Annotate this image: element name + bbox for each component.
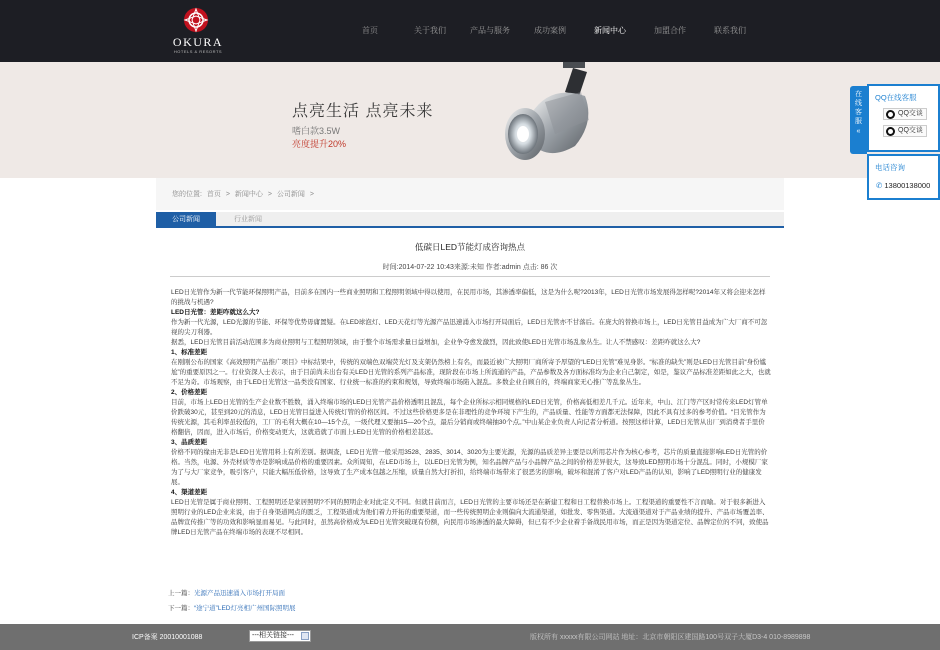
related-links-select[interactable] [249,630,311,642]
nav-join[interactable]: 加盟合作 [654,26,686,35]
nav-home[interactable]: 首页 [362,26,378,35]
chevron-down-icon[interactable] [301,632,309,640]
nav-cases[interactable]: 成功案例 [534,26,566,35]
breadcrumb-sep: > [267,191,272,198]
hero-banner [0,62,940,178]
nav-news[interactable]: 新闻中心 [594,26,626,35]
service-toggle-tab[interactable] [850,86,867,154]
phone-number [869,173,938,190]
qq-service-box [867,84,940,152]
site-header [0,0,940,62]
article-heading: 1、标准差距 [171,349,208,356]
article-paragraph: LED日光管作为新一代节能环保照明产品，目前多在国内一些商业照明和工程照明领域中得以使用，在民用市场，其渗透率偏低，这是为什么呢?2013年，LED日光管市场发展得怎样呢?2014年又将会迎来怎样的挑战与机遇? [171,289,766,306]
service-tab-label: 在线客服 [855,91,862,125]
nav-about[interactable]: 关于我们 [414,26,446,35]
breadcrumb-bar [156,178,784,210]
next-article-link[interactable]: “途宁道”LED灯亮相广州国际照明展 [194,605,296,612]
online-service-widget [850,84,940,200]
qq-chat-label: QQ交谈 [898,127,923,134]
prev-label: 上一篇： [168,590,194,597]
article-heading: 3、品质差距 [171,439,208,446]
banner-subtitle: 嗜白款3.5W [292,126,341,136]
breadcrumb-home[interactable]: 首页 [206,191,221,198]
breadcrumb-prefix: 您的位置: [172,191,202,198]
news-tabs [156,212,784,228]
qq-service-title: QQ在线客服 [875,93,917,102]
banner-title: 点亮生活 点亮未来 [292,103,434,120]
breadcrumb-sep: > [309,191,314,198]
article-paragraph: 价格不同的缘由无非是LED日光管用料上有所差别。据调查，LED日光管一般采用3528、2835、3014、3020为主要光源，光源的品质差异主要是以所用芯片作为核心参考，芯片的质量直接影响LED日光管的价格。当然，电源、外壳材质等亦是影响成品价格的重要因素。众所周知，在LED市场上，以LED日光管为例，知名品牌产品与小品牌产品之间的价格差异很大，这导致LED照明市场十分混乱。同时，小规模厂家为了与大厂家竞争，吸引客户，只能大幅压低价格，这导致了生产成本包越之压缩，质量自然大打折扣，给终端市场带来了很恶劣的影响，破坏和混淆了客户对LED产品的认知，影响了LED照明行业的健康发展。 [171,449,768,486]
article-divider [170,276,770,277]
banner-highlight: 亮度提升20% [292,139,347,149]
article-meta: 时间:2014-07-22 10:43来源:未知 作者:admin 点击: 86 次 [382,264,558,271]
article-paragraph: 目前，市场上LED日光管的生产企业数不胜数，涌入终端市场的LED日光管产品价格透明且混乱，每个企业所标示相同规格的LED日光管，价格高低相差几千元。近年来，中山、江门等产区时常传来LED灯管单价跌破30元，甚至到20元的消息，LED日光管目益进入传统灯管的价格区间。不过这些价格更多是在非理性的竞争环境下产生的，产品质量、性能等方面都无法保障，因此不具有过多的参考价值。“目光管作为传统光源，其毛利率虽较低的，工厂的毛利大概在10—15个点，一级代理又要抽15—20个点，最后分销商或终端抽30个点。”中山某企业负责人向记者分析道。按照这样计算，LED日光管从出厂到消费者手里价格翻倍，因而，进入市场后，价格变动更大，这就造就了市面上LED日光管的价格相差甚远。 [171,399,768,436]
spotlight-lamp-image [495,62,605,174]
qq-chat-button-2[interactable] [883,125,927,137]
prev-article [168,588,285,597]
article-paragraph: LED日光管是属于商业照明、工程照明还是家居照明?不同的照明企业对此定义不同。但就目前而言，LED日光管的主要市场还是在新建工程和日工程替换市场上。工程渠道的重要性不言而喻。对于很多新进入照明行业的LED企业来说，由于自身渠道网点的匮乏，工程渠道成为他们着力开拓的重要渠道，而一些传统照明企业则偏向大流通渠道，如批发、零售渠道。大流通渠道对于产品业绩的提升、产品市场覆盖率、品牌宣传推广等的功效和影响显而易见。与此同时，虽然高价格成为LED日光管突破现有份额，向民用市场渗透的最大障碍，但已有不少企业着手备战民用市场，而正是因为渠道定位、品牌定位的不同，致使品牌LED日光管产品在终端市场的表现不尽相同。 [171,499,769,536]
article-paragraph: 作为新一代光源，LED光源的节能、环保等优势毋庸置疑。在LED球泡灯、LED天花灯等光源产品迅速涌入市场打开局面后，LED日光管亦不甘落后。在庞大的替换市场上，LED日光管目益成为广大厂商不可忽视的尖刀利器。 [171,319,768,336]
next-label: 下一篇： [168,605,194,612]
article-heading: 4、渠道差距 [171,489,208,496]
prev-article-link[interactable]: 光源产品迅速涌入市场打开局面 [194,590,285,597]
qq-chat-label: QQ交谈 [898,110,923,117]
copyright-text: 版权所有 xxxxx有限公司网站 地址：北京市朝阳区建国路100号双子大厦D3-4 010-8989898 [530,634,811,641]
site-logo[interactable] [168,6,230,56]
nav-contact[interactable]: 联系我们 [714,26,746,35]
tab-company-news[interactable]: 公司新闻 [156,212,216,228]
logo-emblem-icon [182,6,210,34]
article-body [171,288,771,538]
phone-number-text: 13800138000 [884,181,931,190]
phone-consult-title: 电话咨询 [875,163,905,172]
article-title: 低碳日LED节能灯成咨询热点 [414,242,526,252]
nav-products[interactable]: 产品与服务 [470,26,510,35]
select-value: ---相关链接--- [252,632,294,639]
qq-chat-button-1[interactable] [883,108,927,120]
logo-name: OKURA [172,35,224,49]
next-article [168,603,295,612]
article-paragraph: 据悉，LED日光管目前活动范围多为商业照明与工程照明领域，由于整个市场需求量日益增加，企业争夺愈发激烈，因此致使LED日光管市场乱象丛生。让人不禁感叹：差距咋就这么大? [171,339,701,346]
article-paragraph: 在刚刚公布的国家《高效照明产品推广项目》中标结果中，传统的双端色双端荧光灯及支架仍然榜上有名，而最近被广大照明厂商所寄予厚望的“LED日光管”难见身影。“标准的缺失”则是LED日光管目前“身份尴尬”的重要原因之一。行业资深人士表示，由于目前尚未出台有关LED日光管的系列产品标准，现阶段在市场上所流通的产品，产品参数及各方面标准均为企业自己制定，如是，鉴议产品标准差距如此之大，也就不足为奇。市场观察，由于LED日光管这一品类没有国家、行业统一标准的约束和规划，导致终端市场陷入混乱。多数企业自顾自的，终端商家无心推广等乱象丛生。 [171,359,771,386]
collapse-arrow-icon[interactable]: « [856,128,861,135]
breadcrumb [172,189,317,199]
tab-industry-news[interactable]: 行业新闻 [234,216,262,223]
breadcrumb-company-news[interactable]: 公司新闻 [276,191,305,198]
breadcrumb-sep: > [225,191,230,198]
phone-icon: ✆ [876,181,883,190]
logo-subtitle: HOTELS & RESORTS [173,49,223,54]
article-heading: LED日光管：差距咋就这么大? [171,309,260,316]
qq-penguin-icon [886,110,895,119]
article-heading: 2、价格差距 [171,389,208,396]
site-footer [0,624,940,650]
phone-consult-box [867,154,940,200]
qq-penguin-icon [886,127,895,136]
icp-record: ICP备案 20010001088 [132,634,203,641]
breadcrumb-news[interactable]: 新闻中心 [234,191,263,198]
